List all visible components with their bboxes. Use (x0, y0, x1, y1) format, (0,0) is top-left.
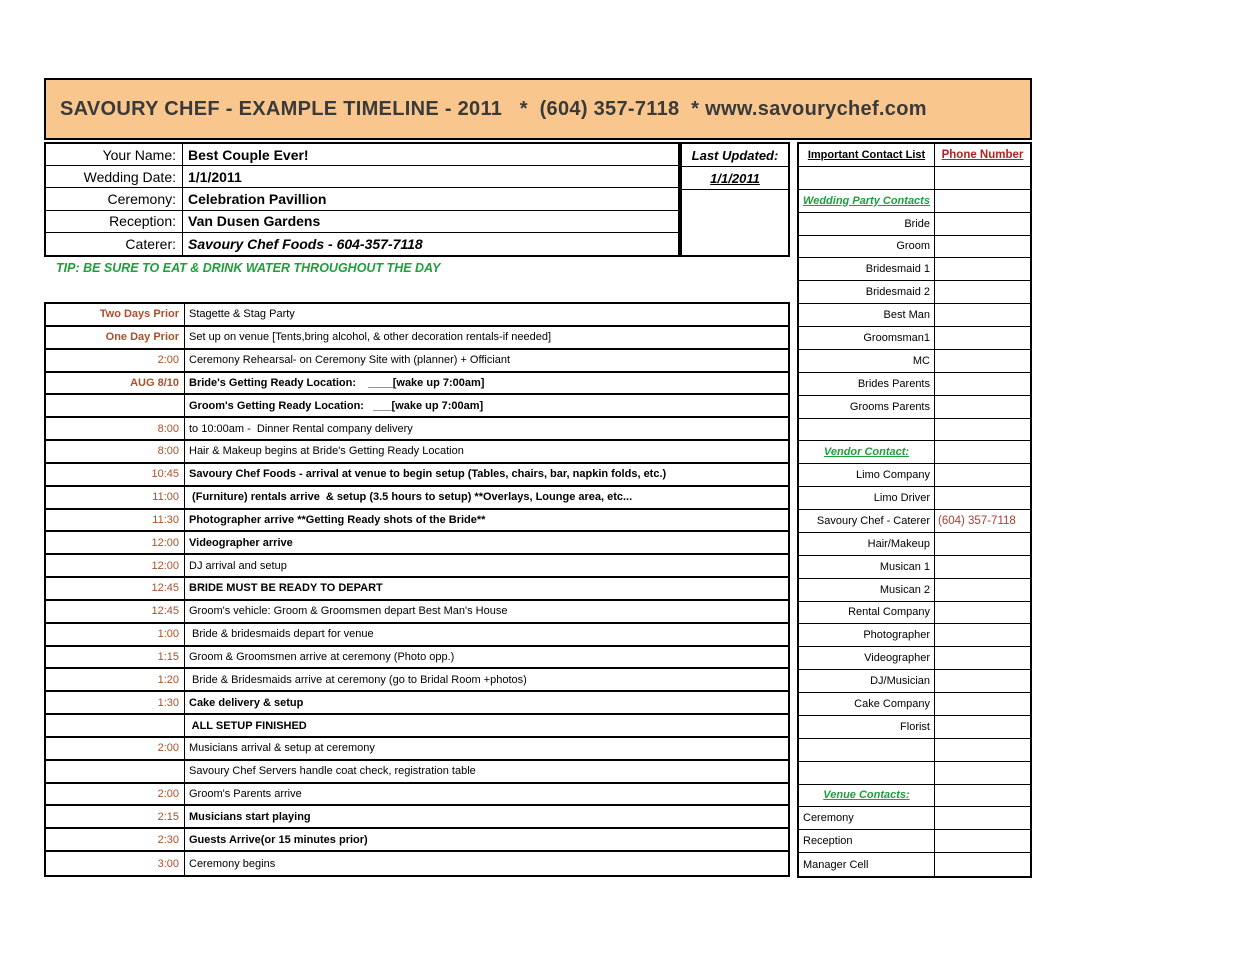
form-row (46, 144, 678, 166)
contact-row (799, 624, 1030, 647)
timeline-description-cell[interactable]: Set up on venue [Tents,bring alcohol, & other decoration rentals-if needed] (189, 331, 552, 344)
timeline-description-cell[interactable]: Groom & Groomsmen arrive at ceremony (Photo opp.) (189, 651, 455, 664)
form-value-cell[interactable]: Celebration Pavillion (188, 190, 327, 207)
contact-phone-cell[interactable] (935, 396, 1030, 418)
form-row (46, 188, 678, 210)
form-row (46, 233, 678, 255)
contact-phone-cell[interactable] (935, 739, 1030, 761)
contact-row (799, 556, 1030, 579)
contact-row (799, 647, 1030, 670)
timeline-time-cell[interactable]: Two Days Prior (46, 304, 185, 325)
contact-row (799, 304, 1030, 327)
contact-row (799, 236, 1030, 259)
timeline-description-cell[interactable]: (Furniture) rentals arrive & setup (3.5 hours to setup) **Overlays, Lounge area, etc... (189, 491, 633, 504)
form-label: Caterer: (46, 233, 183, 255)
contact-name-cell[interactable]: Brides Parents (799, 373, 935, 395)
timeline-description-cell[interactable]: Photographer arrive **Getting Ready shots of the Bride** (189, 513, 486, 526)
contact-row (799, 533, 1030, 556)
timeline-row (46, 647, 788, 670)
timeline-time-cell[interactable]: AUG 8/10 (46, 373, 185, 394)
contact-row (799, 670, 1030, 693)
form-label: Ceremony: (46, 188, 183, 209)
timeline-row (46, 327, 788, 350)
timeline-row (46, 738, 788, 761)
contact-phone-cell[interactable] (935, 373, 1030, 395)
timeline-time-cell[interactable] (46, 715, 185, 736)
contact-name-cell[interactable]: Best Man (799, 304, 935, 326)
timeline-row (46, 715, 788, 738)
contact-phone-cell[interactable] (935, 464, 1030, 486)
contact-phone-cell[interactable] (935, 533, 1030, 555)
timeline-description-cell[interactable]: Hair & Makeup begins at Bride's Getting Ready Location (189, 445, 464, 458)
contact-name-cell[interactable]: Reception (799, 830, 935, 852)
timeline-row (46, 418, 788, 441)
timeline-time-cell[interactable]: 1:20 (46, 669, 185, 690)
contact-row (799, 258, 1030, 281)
contact-phone-cell[interactable] (935, 624, 1030, 646)
timeline-time-cell[interactable]: 3:00 (46, 852, 185, 875)
timeline-row (46, 464, 788, 487)
timeline-row (46, 441, 788, 464)
timeline-row (46, 532, 788, 555)
contact-name-cell[interactable] (799, 167, 935, 189)
contact-name-cell[interactable]: Rental Company (799, 602, 935, 624)
form-value-cell[interactable]: Savoury Chef Foods - 604-357-7118 (188, 235, 423, 252)
contact-name-cell[interactable]: Vendor Contact: (799, 441, 935, 463)
title-bar (44, 78, 1032, 140)
timeline-description-cell[interactable]: Ceremony begins (189, 857, 276, 870)
timeline-description-cell[interactable]: Bride & Bridesmaids arrive at ceremony (go to Bridal Room +photos) (189, 673, 527, 686)
timeline-row (46, 669, 788, 692)
contact-name-cell[interactable]: Venue Contacts: (799, 785, 935, 807)
contact-row (799, 830, 1030, 853)
contact-name-cell[interactable]: MC (799, 350, 935, 372)
form-label: Reception: (46, 211, 183, 232)
contact-name-cell[interactable]: Groom (799, 236, 935, 258)
timeline-time-cell[interactable]: 12:00 (46, 555, 185, 576)
contact-phone-cell[interactable] (935, 556, 1030, 578)
contact-row (799, 807, 1030, 830)
contact-name-cell[interactable] (799, 762, 935, 784)
timeline-row (46, 829, 788, 852)
timeline-row (46, 487, 788, 510)
timeline-time-cell[interactable]: 1:30 (46, 692, 185, 713)
timeline-row (46, 395, 788, 418)
contact-phone-cell[interactable] (935, 419, 1030, 441)
contact-phone-cell[interactable] (935, 716, 1030, 738)
timeline-description-cell[interactable]: ALL SETUP FINISHED (189, 719, 307, 732)
contact-name-cell[interactable]: DJ/Musician (799, 670, 935, 692)
timeline-time-cell[interactable]: 2:00 (46, 784, 185, 805)
contact-phone-cell[interactable]: (604) 357-7118 (938, 514, 1016, 527)
tip-note: TIP: BE SURE TO EAT & DRINK WATER THROUGHOUT THE DAY (56, 261, 441, 275)
timeline-description-cell[interactable]: Bride & bridesmaids depart for venue (189, 628, 374, 641)
contact-row (799, 510, 1030, 533)
contact-phone-cell[interactable] (935, 167, 1030, 189)
form-row (46, 211, 678, 233)
timeline-description-cell[interactable]: Savoury Chef Foods - arrival at venue to begin setup (Tables, chairs, bar, napkin folds, etc.) (189, 468, 667, 481)
contact-row (799, 350, 1030, 373)
contact-list-header: Important Contact List (799, 144, 935, 166)
timeline-time-cell[interactable]: 12:00 (46, 532, 185, 553)
contact-name-cell[interactable]: Hair/Makeup (799, 533, 935, 555)
contact-row (799, 464, 1030, 487)
contact-row (799, 762, 1030, 785)
last-updated-column (680, 142, 790, 257)
contact-row (799, 327, 1030, 350)
contact-name-cell[interactable]: Bridesmaid 1 (799, 258, 935, 280)
last-updated-value-cell[interactable] (682, 167, 788, 190)
timeline-time-cell[interactable]: 10:45 (46, 464, 185, 485)
contact-name-cell[interactable] (799, 419, 935, 441)
contact-row (799, 716, 1030, 739)
contact-name-cell[interactable]: Ceremony (799, 807, 935, 829)
contact-name-cell[interactable]: Grooms Parents (799, 396, 935, 418)
timeline-description-cell[interactable]: Musicians arrival & setup at ceremony (189, 742, 375, 755)
last-updated-value: 1/1/2011 (710, 170, 760, 186)
contact-row (799, 693, 1030, 716)
timeline-time-cell[interactable] (46, 395, 185, 416)
timeline-table (44, 302, 790, 877)
contact-phone-cell[interactable] (935, 281, 1030, 303)
timeline-time-cell[interactable]: 12:45 (46, 601, 185, 622)
timeline-time-cell[interactable]: 1:00 (46, 624, 185, 645)
timeline-time-cell[interactable]: 11:30 (46, 510, 185, 531)
contact-row (799, 441, 1030, 464)
contact-name-cell[interactable]: Videographer (799, 647, 935, 669)
form-label: Your Name: (46, 144, 183, 165)
contact-name-cell[interactable]: Florist (799, 716, 935, 738)
timeline-time-cell[interactable]: 12:45 (46, 578, 185, 599)
contact-row (799, 853, 1030, 876)
timeline-row (46, 510, 788, 533)
contact-row (799, 167, 1030, 190)
timeline-description-cell[interactable]: Bride's Getting Ready Location: ____[wake up 7:00am] (189, 376, 485, 389)
contact-phone-cell[interactable] (935, 762, 1030, 784)
last-updated-header-cell (682, 144, 788, 167)
timeline-row (46, 852, 788, 875)
contact-name-cell[interactable]: Cake Company (799, 693, 935, 715)
timeline-row (46, 578, 788, 601)
contact-row (799, 419, 1030, 442)
contact-name-cell[interactable]: Bridesmaid 2 (799, 281, 935, 303)
contact-header-row (799, 144, 1030, 167)
timeline-row (46, 350, 788, 373)
contact-list-table (797, 142, 1032, 878)
timeline-description-cell[interactable]: Groom's vehicle: Groom & Groomsmen depart Best Man's House (189, 605, 508, 618)
contact-name-cell[interactable]: Bride (799, 213, 935, 235)
form-value-cell[interactable]: Van Dusen Gardens (188, 213, 321, 230)
timeline-description-cell[interactable]: Groom's Parents arrive (189, 788, 302, 801)
phone-number-header: Phone Number (941, 148, 1024, 161)
contact-row (799, 190, 1030, 213)
contact-row (799, 579, 1030, 602)
timeline-description-cell[interactable]: Savoury Chef Servers handle coat check, registration table (189, 765, 476, 778)
timeline-time-cell[interactable]: 2:00 (46, 350, 185, 371)
timeline-time-cell[interactable]: 1:15 (46, 647, 185, 668)
timeline-description-cell[interactable]: Ceremony Rehearsal- on Ceremony Site with (planner) + Officiant (189, 354, 511, 367)
contact-phone-cell[interactable] (935, 807, 1030, 829)
form-value-cell[interactable]: 1/1/2011 (188, 168, 242, 185)
contact-row (799, 785, 1030, 808)
timeline-description-cell[interactable]: Cake delivery & setup (189, 696, 304, 709)
contact-phone-cell[interactable] (935, 830, 1030, 852)
timeline-time-cell[interactable]: 8:00 (46, 441, 185, 462)
timeline-row (46, 601, 788, 624)
event-info-form (44, 142, 680, 257)
form-label: Wedding Date: (46, 166, 183, 187)
contact-phone-cell[interactable] (935, 487, 1030, 509)
contact-phone-cell[interactable] (935, 213, 1030, 235)
contact-name-cell[interactable]: Limo Driver (799, 487, 935, 509)
timeline-description-cell[interactable]: DJ arrival and setup (189, 559, 287, 572)
timeline-time-cell[interactable] (46, 761, 185, 782)
contact-phone-cell[interactable] (935, 602, 1030, 624)
contact-phone-cell[interactable] (935, 693, 1030, 715)
contact-phone-cell[interactable] (935, 441, 1030, 463)
contact-phone-cell[interactable] (935, 350, 1030, 372)
contact-name-cell[interactable]: Musican 1 (799, 556, 935, 578)
contact-name-cell[interactable]: Groomsman1 (799, 327, 935, 349)
timeline-row (46, 555, 788, 578)
contact-name-cell[interactable]: Savoury Chef - Caterer (799, 510, 935, 532)
contact-phone-cell[interactable] (935, 670, 1030, 692)
timeline-time-cell[interactable]: 2:15 (46, 806, 185, 827)
contact-phone-cell[interactable] (935, 190, 1030, 212)
timeline-row (46, 304, 788, 327)
timeline-row (46, 761, 788, 784)
timeline-description-cell[interactable]: Videographer arrive (189, 536, 293, 549)
timeline-time-cell[interactable]: One Day Prior (46, 327, 185, 348)
contact-phone-cell[interactable] (935, 327, 1030, 349)
contact-row (799, 213, 1030, 236)
contact-phone-cell[interactable] (935, 258, 1030, 280)
contact-name-cell[interactable] (799, 739, 935, 761)
contact-row (799, 373, 1030, 396)
contact-phone-cell[interactable] (935, 785, 1030, 807)
timeline-time-cell[interactable]: 2:00 (46, 738, 185, 759)
contact-name-cell[interactable]: Limo Company (799, 464, 935, 486)
timeline-row (46, 624, 788, 647)
contact-phone-cell[interactable] (935, 853, 1030, 876)
contact-phone-cell[interactable] (935, 236, 1030, 258)
timeline-row (46, 373, 788, 396)
timeline-row (46, 784, 788, 807)
last-updated-label: Last Updated: (691, 147, 779, 163)
timeline-row (46, 806, 788, 829)
page-title: SAVOURY CHEF - EXAMPLE TIMELINE - 2011 * (604) 357-7118 * www.savourychef.com (60, 97, 927, 120)
contact-name-cell[interactable]: Wedding Party Contacts (799, 190, 935, 212)
contact-phone-cell[interactable] (935, 647, 1030, 669)
contact-phone-cell[interactable] (935, 304, 1030, 326)
contact-name-cell[interactable]: Musican 2 (799, 579, 935, 601)
timeline-time-cell[interactable]: 2:30 (46, 829, 185, 850)
timeline-row (46, 692, 788, 715)
contact-phone-cell[interactable] (935, 579, 1030, 601)
contact-row (799, 487, 1030, 510)
contact-row (799, 739, 1030, 762)
timeline-description-cell[interactable]: Guests Arrive(or 15 minutes prior) (189, 833, 368, 846)
timeline-time-cell[interactable]: 11:00 (46, 487, 185, 508)
timeline-description-cell[interactable]: Stagette & Stag Party (189, 308, 295, 321)
form-value-cell[interactable]: Best Couple Ever! (188, 146, 309, 163)
contact-name-cell[interactable]: Manager Cell (799, 853, 935, 876)
timeline-description-cell[interactable]: BRIDE MUST BE READY TO DEPART (189, 582, 383, 595)
timeline-description-cell[interactable]: Musicians start playing (189, 810, 311, 823)
contact-name-cell[interactable]: Photographer (799, 624, 935, 646)
timeline-time-cell[interactable]: 8:00 (46, 418, 185, 439)
contact-row (799, 396, 1030, 419)
contact-row (799, 281, 1030, 304)
form-row (46, 166, 678, 188)
timeline-description-cell[interactable]: Groom's Getting Ready Location: ___[wake up 7:00am] (189, 399, 484, 412)
contact-row (799, 602, 1030, 625)
timeline-description-cell[interactable]: to 10:00am - Dinner Rental company delivery (189, 422, 413, 435)
